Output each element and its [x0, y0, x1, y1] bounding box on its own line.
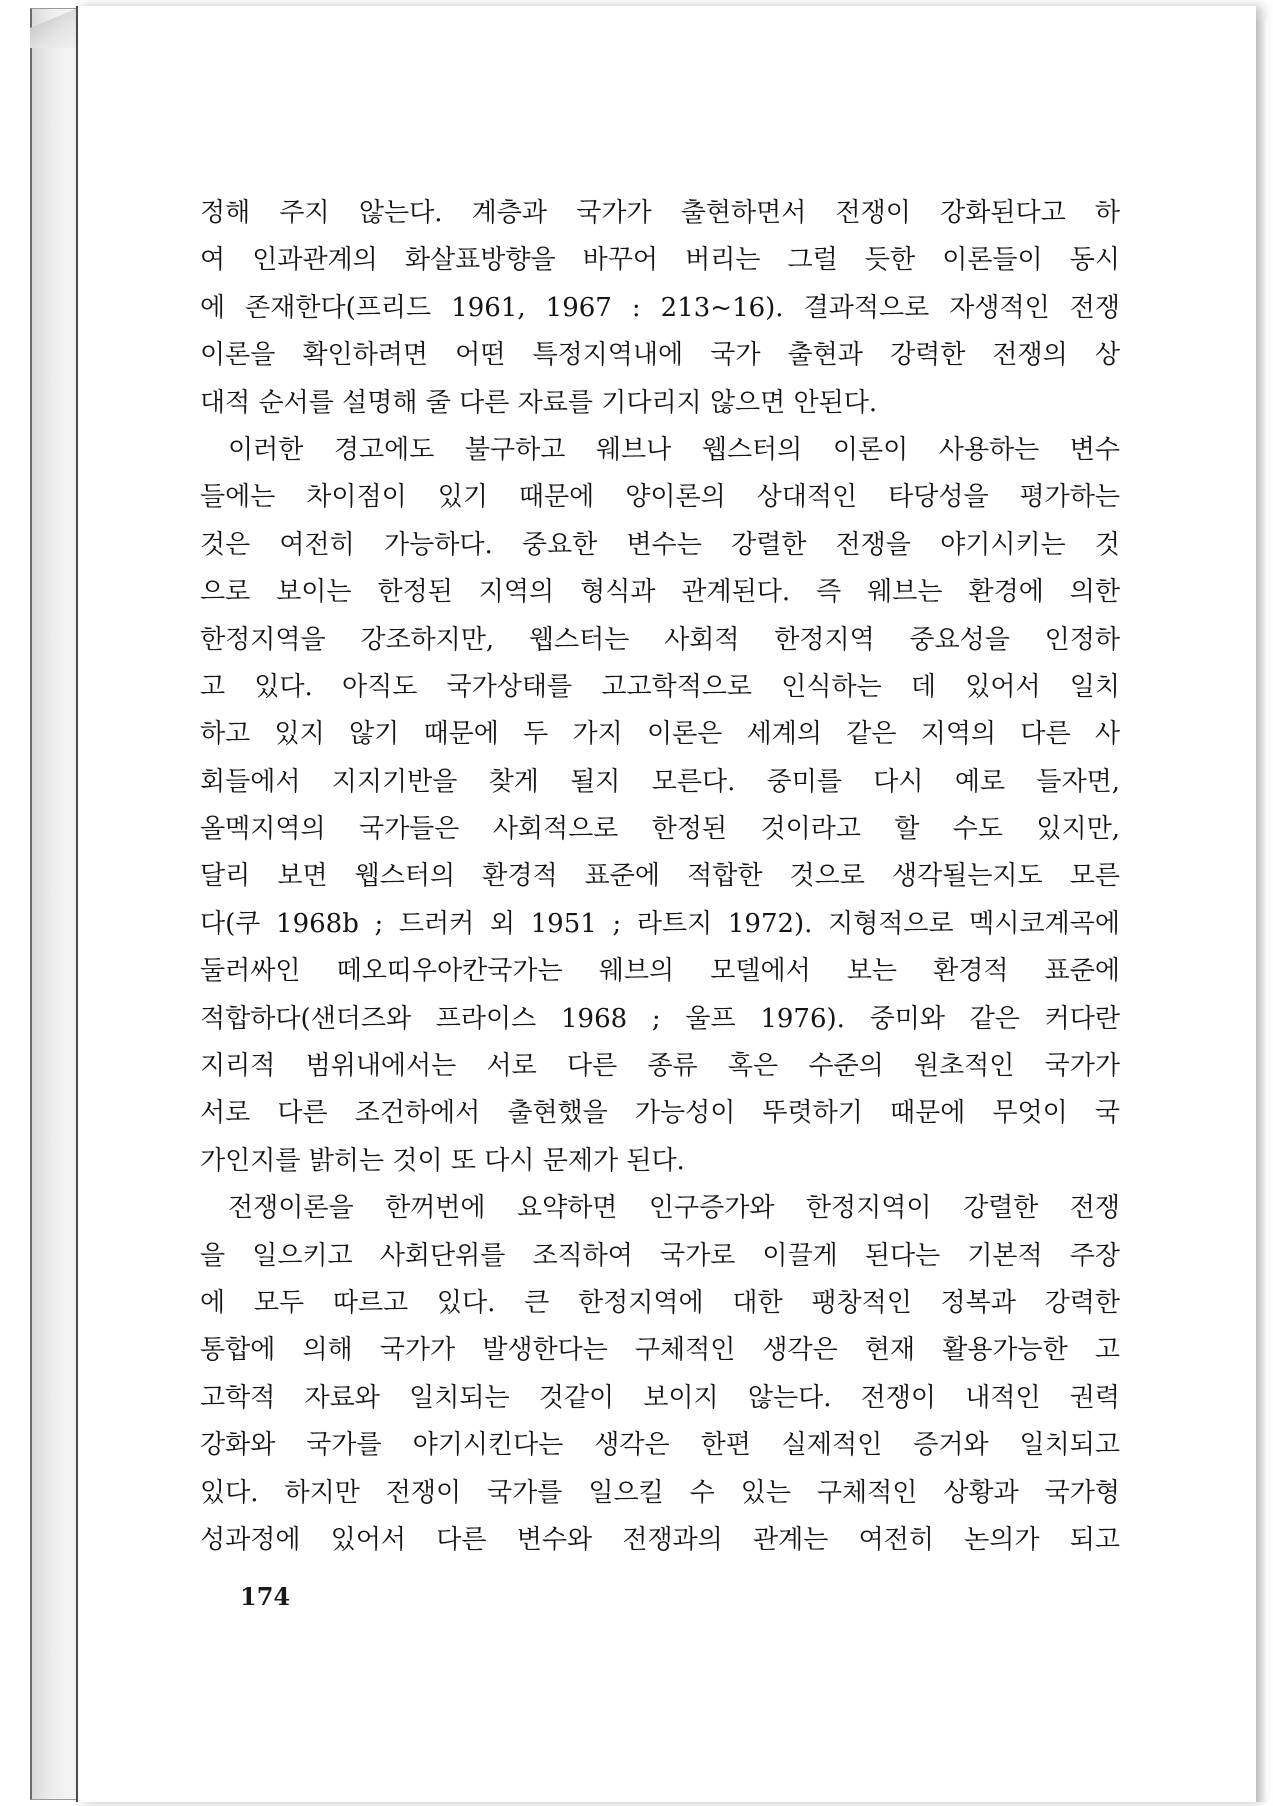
text-line: 이러한 경고에도 불구하고 웨브나 웹스터의 이론이 사용하는 변수 — [228, 434, 1120, 465]
text-line: 고학적 자료와 일치되는 것같이 보이지 않는다. 전쟁이 내적인 권력 — [200, 1382, 1120, 1413]
text-line: 다(쿠 1968b ; 드러커 외 1951 ; 라트지 1972). 지형적으로 멕시코계곡에 — [200, 908, 1120, 939]
text-line: 들에는 차이점이 있기 때문에 양이론의 상대적인 타당성을 평가하는 — [200, 482, 1120, 513]
text-line: 여 인과관계의 화살표방향을 바꾸어 버리는 그럴 듯한 이론들이 동시 — [200, 245, 1120, 276]
text-line: 서로 다른 조건하에서 출현했을 가능성이 뚜렷하기 때문에 무엇이 국 — [200, 1098, 1120, 1129]
text-line: 한정지역을 강조하지만, 웹스터는 사회적 한정지역 중요성을 인정하 — [200, 624, 1120, 655]
book-page-edges — [30, 8, 78, 1800]
text-line: 것은 여전히 가능하다. 중요한 변수는 강렬한 전쟁을 야기시키는 것 — [200, 529, 1120, 560]
text-line: 있다. 하지만 전쟁이 국가를 일으킬 수 있는 구체적인 상황과 국가형 — [200, 1477, 1120, 1508]
text-line: 에 모두 따르고 있다. 큰 한정지역에 대한 팽창적인 정복과 강력한 — [200, 1287, 1120, 1318]
text-line: 둘러싸인 떼오띠우아칸국가는 웨브의 모델에서 보는 환경적 표준에 — [200, 956, 1120, 987]
text-line: 달리 보면 웹스터의 환경적 표준에 적합한 것으로 생각될는지도 모른 — [200, 861, 1120, 892]
text-line: 하고 있지 않기 때문에 두 가지 이론은 세계의 같은 지역의 다른 사 — [200, 719, 1120, 750]
text-line: 성과정에 있어서 다른 변수와 전쟁과의 관계는 여전히 논의가 되고 — [200, 1524, 1120, 1555]
text-line: 대적 순서를 설명해 줄 다른 자료를 기다리지 않으면 안된다. — [200, 387, 878, 418]
text-line: 에 존재한다(프리드 1961, 1967 : 213~16). 결과적으로 자생적인 전쟁 — [200, 292, 1120, 323]
text-line: 강화와 국가를 야기시킨다는 생각은 한편 실제적인 증거와 일치되고 — [200, 1430, 1120, 1461]
page-shadow — [1256, 20, 1268, 1802]
page-body-text — [200, 190, 1120, 1564]
text-line: 이론을 확인하려면 어떤 특정지역내에 국가 출현과 강력한 전쟁의 상 — [200, 340, 1120, 371]
page-number: 174 — [240, 1582, 291, 1611]
text-line: 을 일으키고 사회단위를 조직하여 국가로 이끌게 된다는 기본적 주장 — [200, 1240, 1120, 1271]
text-line: 지리적 범위내에서는 서로 다른 종류 혹은 수준의 원초적인 국가가 — [200, 1051, 1120, 1082]
text-line: 올멕지역의 국가들은 사회적으로 한정된 것이라고 할 수도 있지만, — [200, 814, 1120, 845]
text-line: 회들에서 지지기반을 찾게 될지 모른다. 중미를 다시 예로 들자면, — [200, 766, 1120, 797]
text-line: 정해 주지 않는다. 계층과 국가가 출현하면서 전쟁이 강화된다고 하 — [200, 198, 1120, 228]
text-line: 통합에 의해 국가가 발생한다는 구체적인 생각은 현재 활용가능한 고 — [200, 1335, 1120, 1366]
text-line: 전쟁이론을 한꺼번에 요약하면 인구증가와 한정지역이 강렬한 전쟁 — [228, 1193, 1120, 1224]
text-line: 고 있다. 아직도 국가상태를 고고학적으로 인식하는 데 있어서 일치 — [200, 671, 1120, 702]
text-line: 으로 보이는 한정된 지역의 형식과 관계된다. 즉 웨브는 환경에 의한 — [200, 577, 1120, 608]
text-line: 가인지를 밝히는 것이 또 다시 문제가 된다. — [200, 1145, 685, 1176]
text-line: 적합하다(샌더즈와 프라이스 1968 ; 울프 1976). 중미와 같은 커다란 — [200, 1003, 1120, 1034]
